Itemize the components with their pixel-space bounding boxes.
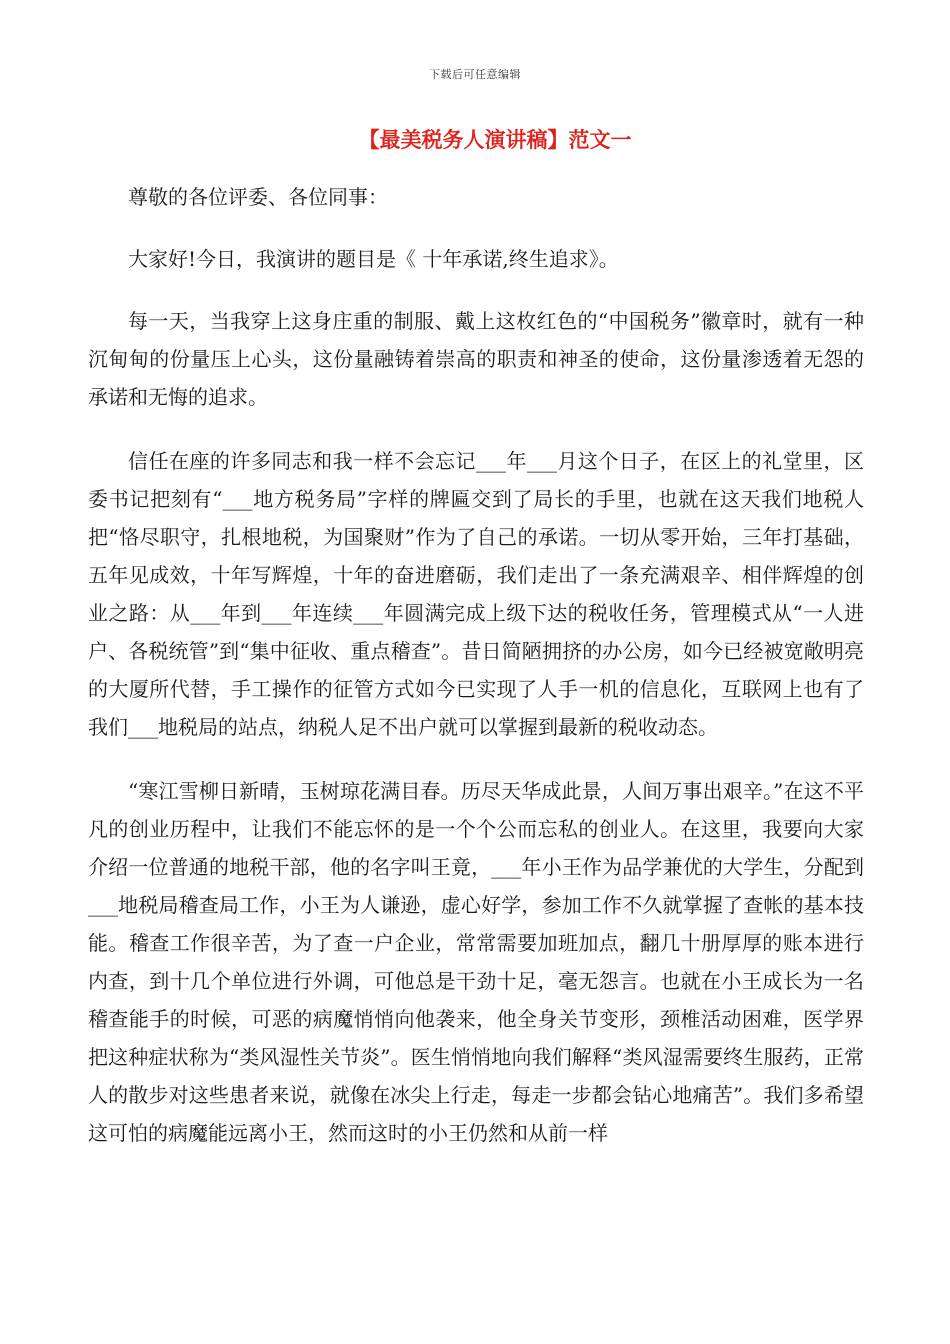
document-title: 【最美税务人演讲稿】范文一 bbox=[358, 127, 632, 152]
paragraph-history: 信任在座的许多同志和我一样不会忘记___年___月这个日子，在区上的礼堂里，区委书记把刻有“___地方税务局”字样的牌匾交到了局长的手里，也就在这天我们地税人把“恪尽职守，扎根地税，为国聚财”作为了自己的承诺。一切从零开始，三年打基础，五年见成效，十年写辉煌，十年的奋进磨砺，我们走出了一条充满艰辛、相伴辉煌的创业之路：从___年到___年连续___年圆满完成上级下达的税收任务，管理模式从“一人进户、各税统管”到“集中征收、重点稽查”。昔日简陋拥挤的办公房，如今已经被宽敞明亮的大厦所代替，手工操作的征管方式如今已实现了人手一机的信息化，互联网上也有了我们___地税局的站点，纳税人足不出户就可以掌握到最新的税收动态。 bbox=[88, 449, 864, 739]
paragraph-story: “寒江雪柳日新晴，玉树琼花满目春。历尽天华成此景，人间万事出艰辛。”在这不平凡的创业历程中，让我们不能忘怀的是一个个公而忘私的创业人。在这里，我要向大家介绍一位普通的地税干部，他的名字叫王竟，___年小王作为品学兼优的大学生，分配到___地税局稽查局工作，小王为人谦逊，虚心好学，参加工作不久就掌握了查帐的基本技能。稽查工作很辛苦，为了查一户企业，常常需要加班加点，翻几十册厚厚的账本进行内查，到十几个单位进行外调，可他总是干劲十足，毫无怨言。也就在小王成长为一名稽查能手的时候，可恶的病魔悄悄向他袭来，他全身关节变形，颈椎活动困难，医学界把这种症状称为“类风湿性关节炎”。医生悄悄地向我们解释“类风湿需要终生服药，正常人的散步对这些患者来说，就像在冰尖上行走，每走一步都会钻心地痛苦”。我们多希望这可怕的病魔能远离小王，然而这时的小王仍然和从前一样 bbox=[88, 779, 864, 1145]
header-note: 下载后可任意编辑 bbox=[429, 68, 521, 81]
document-body bbox=[88, 178, 864, 1152]
paragraph-greeting: 大家好!今日，我演讲的题目是《 十年承诺,终生追求》。 bbox=[128, 247, 619, 271]
paragraph-salutation: 尊敬的各位评委、各位同事： bbox=[128, 185, 388, 209]
paragraph-uniform: 每一天，当我穿上这身庄重的制服、戴上这枚红色的“中国税务”徽章时，就有一种沉甸甸的份量压上心头，这份量融铸着崇高的职责和神圣的使命，这份量渗透着无怨的承诺和无悔的追求。 bbox=[88, 309, 864, 409]
